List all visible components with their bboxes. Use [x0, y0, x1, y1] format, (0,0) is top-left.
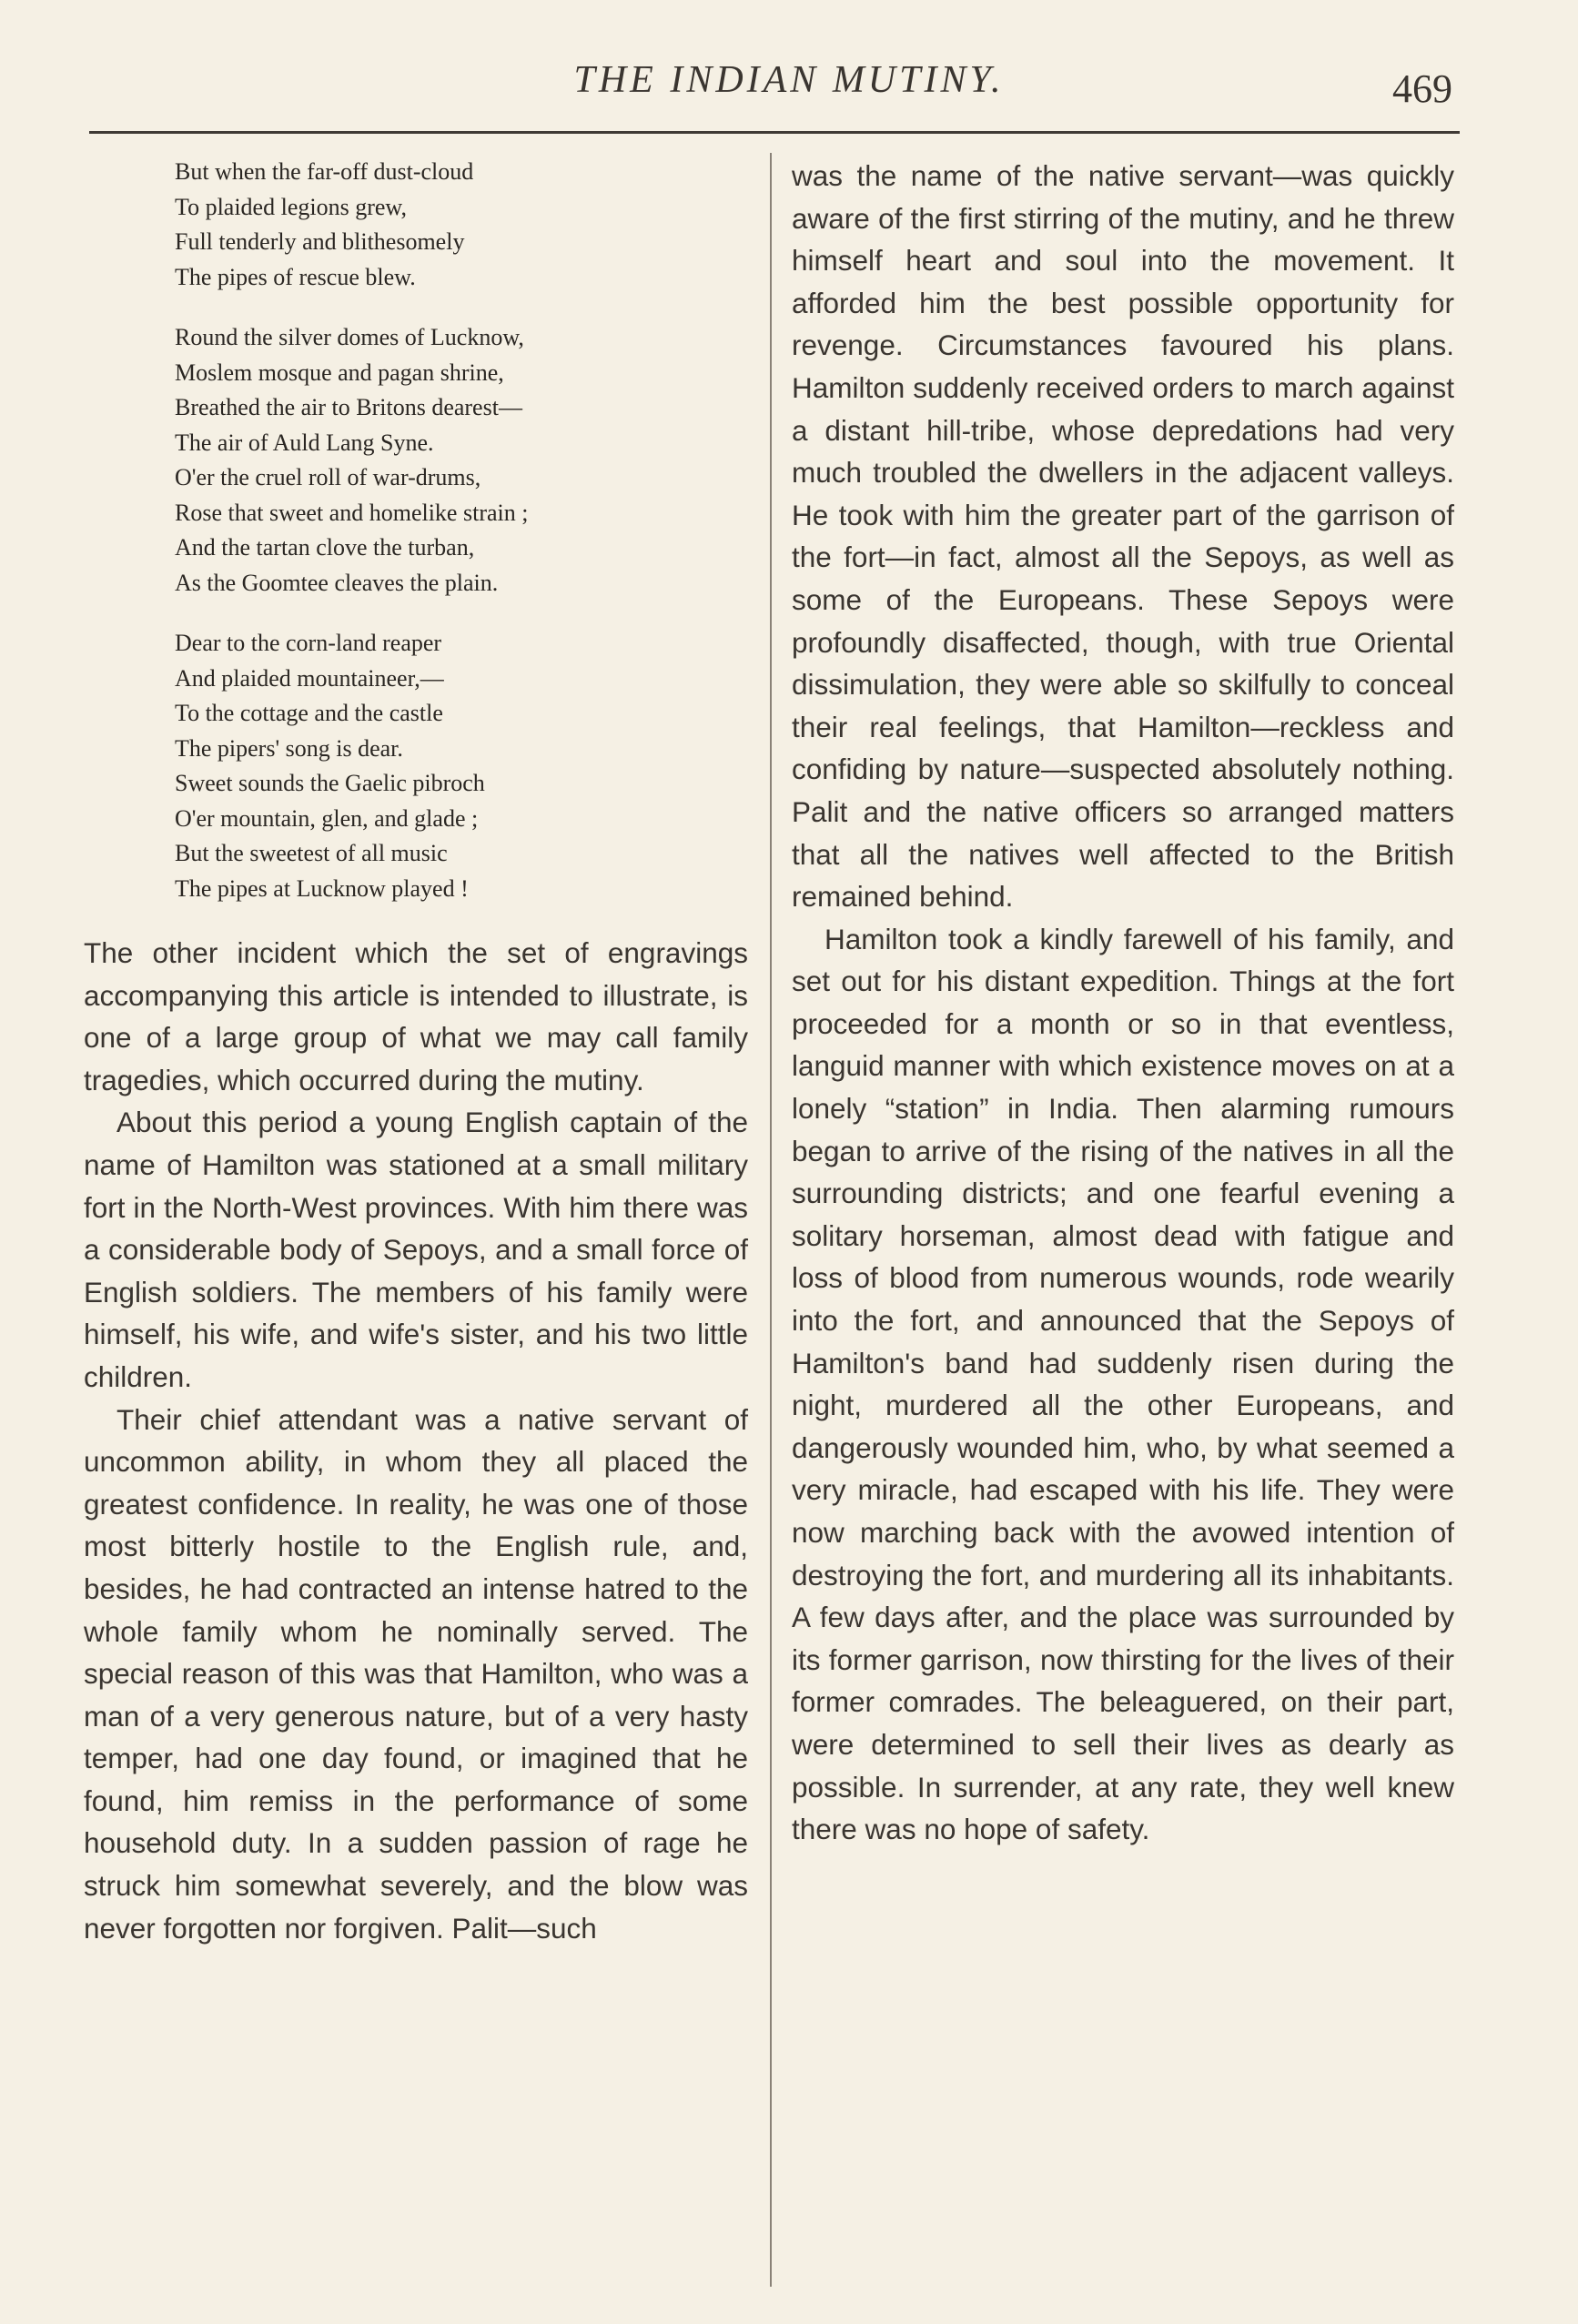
- paragraph: Hamilton took a kindly farewell of his family, and set out for his distant expedition. Things at the fort proceeded for a month or so in that eventless, languid manner with which existence moves on at a lonely “station” in India. Then alarming rumours began to arrive of the rising of the natives in all the surrounding districts; and one fearful evening a solitary horseman, almost dead with fatigue and loss of blood from numerous wounds, rode wearily into the fort, and announced that the Sepoys of Hamilton's band had suddenly risen during the night, murdered all the other Europeans, and dangerously wounded him, who, by what seemed a very miracle, had escaped with his life. They were now marching back with the avowed intention of destroying the fort, and murdering all its inhabitants. A few days after, and the place was surrounded by its former garrison, now thirsting for the lives of their former comrades. The beleaguered, on their part, were determined to sell their lives as dearly as possible. In surrender, at any rate, they well knew there was no hope of safety.: [792, 922, 1454, 1846]
- paragraph: was the name of the native servant—was quickly aware of the first stirring of the mutiny, and he threw himself heart and soul into the movement. It afforded him the best possible opportunity for revenge. Circumstances favoured his plans. Hamilton suddenly received orders to march against a distant hill-tribe, whose depredations had very much troubled the dwellers in the adjacent valleys. He took with him the greater part of the garrison of the fort—in fact, almost all the Sepoys, as well as some of the Europeans. These Sepoys were profoundly disaffected, though, with true Oriental dissimulation, they were able so skilfully to conceal their real feelings, that Hamilton—reckless and confiding by nature—suspected absolutely nothing. Palit and the native officers so arranged matters that all the natives well affected to the British remained behind.: [792, 159, 1454, 914]
- poem-line: And plaided mountaineer,—: [175, 664, 444, 692]
- poem-stanza-2: [175, 320, 748, 601]
- poem-line: But when the far-off dust-cloud: [175, 158, 474, 185]
- paragraph: About this period a young English captain of the name of Hamilton was stationed at a small military fort in the North-West provinces. With him there was a considerable body of Sepoys, and a small force of English soldiers. The members of his family were himself, his wife, and wife's sister, and his two little children.: [84, 1106, 748, 1393]
- column-divider: [770, 153, 772, 2287]
- poem-line: Round the silver domes of Lucknow,: [175, 324, 524, 350]
- poem-line: Dear to the corn-land reaper: [175, 630, 442, 656]
- poem: [84, 155, 748, 906]
- poem-line: But the sweetest of all music: [175, 840, 448, 866]
- poem-line: Sweet sounds the Gaelic pibroch: [175, 770, 485, 796]
- right-column: [792, 155, 1454, 1851]
- poem-line: O'er mountain, glen, and glade ;: [175, 804, 479, 832]
- poem-line: To plaided legions grew,: [175, 193, 407, 220]
- left-column: [84, 155, 748, 1949]
- running-title: THE INDIAN MUTINY.: [573, 59, 1005, 101]
- poem-line: Rose that sweet and homelike strain ;: [175, 499, 529, 526]
- paragraph: Their chief attendant was a native servant of uncommon ability, in whom they all placed the greatest confidence. In reality, he was one of those most bitterly hostile to the English rule, and, besides, he had contracted an intense hatred to the whole family whom he nominally served. The special reason of this was that Hamilton, who was a man of a very generous nature, but of a very hasty temper, had one day found, or imagined that he found, him remiss in the performance of some household duty. In a sudden passion of rage he struck him somewhat severely, and the blow was never forgotten nor forgiven. Palit—such: [84, 1402, 748, 1945]
- poem-line: The pipes at Lucknow played !: [175, 874, 469, 902]
- page-number: 469: [1392, 66, 1452, 111]
- header-rule: [89, 131, 1460, 134]
- poem-stanza-1: [175, 155, 748, 295]
- poem-line: O'er the cruel roll of war-drums,: [175, 464, 481, 490]
- poem-stanza-3: [175, 626, 748, 906]
- poem-line: The pipers' song is dear.: [175, 734, 403, 762]
- poem-line: As the Goomtee cleaves the plain.: [175, 569, 499, 596]
- poem-line: Full tenderly and blithesomely: [175, 228, 465, 255]
- paragraph: The other incident which the set of engravings accompanying this article is intended to illustrate, is one of a large group of what we may call family tragedies, which occurred during the mutiny.: [84, 936, 748, 1096]
- poem-line: Breathed the air to Britons dearest—: [175, 394, 522, 420]
- right-prose: [792, 155, 1454, 1851]
- left-prose: [84, 932, 748, 1949]
- poem-line: The pipes of rescue blew.: [175, 263, 416, 290]
- poem-line: To the cottage and the castle: [175, 700, 443, 726]
- poem-line: And the tartan clove the turban,: [175, 534, 475, 561]
- poem-line: The air of Auld Lang Syne.: [175, 429, 434, 456]
- poem-line: Moslem mosque and pagan shrine,: [175, 359, 504, 386]
